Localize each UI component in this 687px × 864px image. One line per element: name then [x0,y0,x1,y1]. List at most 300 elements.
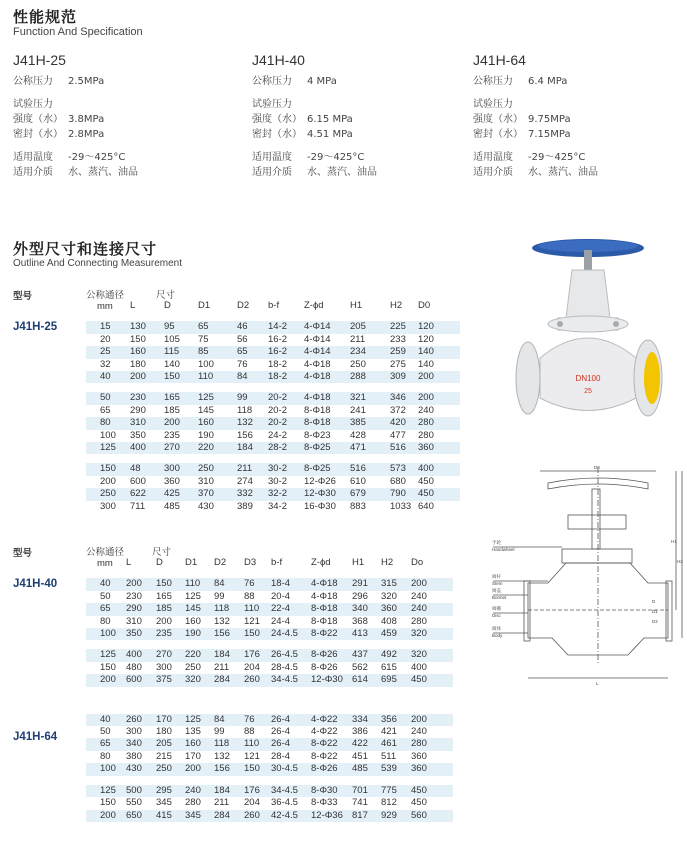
table-cell: 284 [214,810,244,822]
table-cell: 40 [86,578,126,590]
table-cell: 300 [156,661,172,673]
spec-label: 试验压力 [252,99,292,110]
table-cell: 180 [130,358,146,370]
table-cell: 150 [130,333,146,345]
table-cell: 215 [156,750,172,762]
table-cell: 8-Φ25 [304,442,350,454]
table-cell: 240 [411,590,427,602]
table-cell: 701 [352,785,381,797]
table-cell: 929 [381,810,411,822]
table-cell: 320 [411,649,453,661]
table-cell: 125 [185,714,214,726]
table-cell: 650 [126,810,156,822]
table-cell: 125 [86,649,126,661]
dim-label: D [652,599,656,604]
table-cell: 28-4.5 [271,661,298,673]
table-cell: 775 [381,785,411,797]
table-cell: 615 [381,661,397,673]
table-cell: 477 [390,429,406,441]
model-label: J41H-64 [13,731,58,743]
table-row [86,371,460,383]
table-cell: 539 [381,763,411,775]
spec-label: 适用介质 [473,167,513,178]
table-cell: 184 [214,649,244,661]
table-cell: 573 [390,463,418,475]
dim-label: D1 [652,609,658,614]
dim-label: H2 [677,559,683,564]
table-cell: 680 [390,475,406,487]
drawing-label: Stem [492,581,503,586]
table-cell: 121 [244,615,260,627]
table-cell: 110 [244,603,271,615]
table-cell: 259 [390,346,418,358]
model-label: J41H-25 [13,321,58,333]
table-cell: 280 [411,738,453,750]
table-cell: 32-2 [268,488,304,500]
table-cell: 100 [100,429,116,441]
spec-label: 强度（水） [13,114,63,125]
dim-label: H1 [671,539,677,544]
table-cell: 205 [156,738,185,750]
table-row [86,346,460,358]
table-cell: 8-Φ22 [311,628,352,640]
column-header: D3 [244,557,257,568]
spec-value: 6.15 MPa [307,114,353,125]
table-cell: 76 [244,578,271,590]
column-header: D [164,300,171,311]
table-cell: 817 [352,810,381,822]
table-cell: 8-Φ26 [311,763,352,775]
table-cell: 28-2 [268,442,304,454]
table-cell: 225 [390,321,418,333]
table-cell: 600 [130,475,146,487]
table-cell: 12-Φ26 [304,475,336,487]
table-cell: 130 [130,321,164,333]
table-cell: 160 [185,615,201,627]
table-cell: 340 [126,738,156,750]
valve-drawing [488,463,683,708]
column-header: H2 [390,300,403,311]
table-cell: 360 [411,763,453,775]
spec-label: 适用介质 [252,167,292,178]
table-cell: 274 [237,475,253,487]
table-cell: 34-2 [268,500,288,512]
drawing-label: Body [492,633,503,638]
table-cell: 156 [237,429,253,441]
table-cell: 85 [198,346,237,358]
column-header: D0 [418,300,431,311]
table-cell: 100 [86,628,126,640]
table-cell: 16-Φ30 [304,500,336,512]
table-cell: 345 [156,797,172,809]
dim-label: D2 [652,619,658,624]
table-cell: 200 [156,615,172,627]
table-cell: 160 [198,417,237,429]
table-cell: 4-Φ18 [304,392,350,404]
table-cell: 360 [164,475,180,487]
table-cell: 492 [381,649,411,661]
table-cell: 16-2 [268,346,304,358]
table-cell: 4-Φ18 [311,578,352,590]
section-subtitle-outline: Outline And Connecting Measurement [13,258,182,269]
table-cell: 120 [418,333,434,345]
table-cell: 204 [244,661,260,673]
table-row [86,488,460,500]
spec-label: 适用介质 [13,167,53,178]
table-cell: 450 [418,488,460,500]
table-cell: 140 [418,358,434,370]
table-cell: 150 [100,661,116,673]
table-cell: 280 [418,417,460,429]
spec-model: J41H-40 [252,52,305,68]
table-cell: 26-4.5 [271,649,311,661]
table-cell: 516 [390,442,418,454]
size-column-header: 尺寸 [152,547,172,558]
table-cell: 389 [237,500,253,512]
table-cell: 80 [100,750,111,762]
table-cell: 34-4.5 [271,785,311,797]
table-cell: 20-2 [268,392,304,404]
table-cell: 32 [100,358,111,370]
table-cell: 275 [390,358,406,370]
table-cell: 290 [130,404,146,416]
table-cell: 334 [352,714,381,726]
table-cell: 110 [198,371,237,383]
table-cell: 485 [352,763,381,775]
spec-label: 强度（水） [252,114,302,125]
table-cell: 121 [244,750,260,762]
table-cell: 18-2 [268,358,288,370]
column-header: D2 [237,300,250,311]
table-cell: 76 [244,714,271,726]
spec-value: 9.75MPa [528,114,571,125]
table-cell: 300 [100,500,116,512]
table-row [86,616,453,628]
table-cell: 315 [381,578,411,590]
spec-label: 适用温度 [13,152,53,163]
table-cell: 385 [350,417,390,429]
table-cell: 65 [198,321,237,333]
table-cell: 50 [86,392,130,404]
table-cell: 511 [381,750,397,762]
table-cell: 18-2 [268,371,304,383]
table-cell: 250 [350,358,366,370]
spec-value: -29～425°C [528,152,586,163]
spec-label: 适用温度 [252,152,292,163]
table-cell: 24-4 [271,615,291,627]
section-title-spec: 性能规范 [13,8,78,26]
table-cell: 235 [164,429,180,441]
table-cell: 4-Φ14 [304,321,350,333]
table-row [86,392,460,404]
table-cell: 4-Φ14 [304,346,350,358]
drawing-label: 阀体 [492,626,501,631]
table-cell: 200 [418,371,460,383]
table-cell: 400 [126,649,156,661]
table-cell: 8-Φ18 [311,603,352,615]
table-cell: 8-Φ33 [311,797,338,809]
table-cell: 372 [390,404,406,416]
table-cell: 250 [86,488,130,500]
table-cell: 46 [237,321,268,333]
table-cell: 310 [198,475,214,487]
table-cell: 8-Φ18 [311,615,338,627]
spec-value: 水、蒸汽、油品 [68,167,138,178]
table-cell: 451 [352,750,368,762]
table-cell: 145 [198,404,214,416]
table-cell: 220 [198,442,237,454]
spec-value: 水、蒸汽、油品 [307,167,377,178]
table-cell: 190 [198,429,214,441]
table-cell: 40 [86,714,126,726]
table-cell: 450 [411,674,453,686]
table-row [86,476,460,488]
table-cell: 550 [126,797,142,809]
table-cell: 345 [185,810,214,822]
spec-label: 密封（水） [13,129,63,140]
table-cell: 30-4.5 [271,763,311,775]
table-cell: 679 [350,488,390,500]
table-cell: 270 [164,442,198,454]
table-row [86,662,453,674]
table-cell: 200 [86,810,126,822]
table-cell: 320 [185,674,214,686]
table-cell: 260 [244,810,271,822]
table-cell: 288 [350,371,390,383]
table-cell: 20-2 [268,404,288,416]
dimension-table-25 [86,300,460,513]
body-marking: 25 [584,388,592,395]
drawing-label: 阀瓣 [492,606,501,611]
table-cell: 235 [156,628,185,640]
column-header: Z-ϕd [311,557,331,568]
table-cell: 233 [390,333,406,345]
table-row [86,501,460,513]
table-cell: 176 [244,785,271,797]
drawing-label: Bonnet [492,595,507,600]
table-cell: 220 [185,649,214,661]
table-row [86,674,453,686]
table-cell: 8-Φ26 [311,661,338,673]
table-row [86,751,453,763]
table-cell: 240 [185,785,214,797]
table-cell: 310 [130,417,164,429]
table-cell: 421 [381,726,397,738]
spec-label: 密封（水） [473,129,523,140]
table-row [86,417,460,429]
table-cell: 284 [214,674,244,686]
table-cell: 8-Φ18 [304,404,331,416]
table-cell: 65 [86,738,126,750]
spec-label: 公称压力 [252,76,292,87]
table-cell: 16-2 [268,333,288,345]
table-cell: 135 [185,726,201,738]
table-cell: 614 [352,674,381,686]
column-header: D2 [214,557,227,568]
table-cell: 300 [126,726,142,738]
table-cell: 321 [350,392,390,404]
model-column-header: 型号 [13,291,33,302]
table-cell: 370 [198,488,237,500]
table-cell: 18-4 [271,578,311,590]
table-row [86,726,453,738]
table-cell: 22-4 [271,603,311,615]
table-cell: 76 [237,358,248,370]
table-cell: 8-Φ26 [311,649,352,661]
table-cell: 240 [411,726,427,738]
table-cell: 883 [350,500,366,512]
table-cell: 40 [86,371,130,383]
table-cell: 88 [244,726,255,738]
table-row [86,603,453,615]
spec-label: 公称压力 [13,76,53,87]
table-row [86,785,453,797]
table-cell: 450 [411,797,427,809]
table-cell: 480 [126,661,142,673]
table-cell: 140 [418,346,460,358]
table-cell: 140 [164,358,180,370]
table-cell: 184 [237,442,268,454]
table-cell: 160 [185,738,214,750]
table-cell: 180 [156,726,172,738]
table-cell: 711 [130,500,146,512]
table-cell: 110 [244,738,271,750]
table-cell: 290 [126,603,156,615]
table-cell: 211 [214,797,230,809]
table-cell: 296 [352,590,368,602]
table-cell: 8-Φ30 [311,785,352,797]
table-cell: 422 [352,738,381,750]
table-cell: 200 [418,392,460,404]
table-cell: 270 [156,649,185,661]
table-cell: 350 [130,429,146,441]
table-cell: 20-2 [268,417,304,429]
column-header: Do [411,557,424,568]
table-cell: 165 [156,590,172,602]
table-cell: 34-4.5 [271,674,311,686]
drawing-label: 阀杆 [492,574,501,579]
dn-unit: mm [97,301,113,312]
table-cell: 150 [244,628,271,640]
table-cell: 26-4 [271,738,311,750]
table-cell: 48 [130,463,164,475]
spec-value: 2.5MPa [68,76,105,87]
table-cell: 430 [198,500,214,512]
table-cell: 65 [100,404,111,416]
table-cell: 4-Φ18 [311,590,338,602]
drawing-label: Disc [492,613,501,618]
table-cell: 118 [237,404,253,416]
spec-block-40 [252,52,452,180]
valve-photo [500,238,680,438]
table-cell: 150 [100,797,116,809]
dn-unit: mm [97,558,113,569]
table-row [86,334,460,346]
table-cell: 99 [237,392,268,404]
table-cell: 360 [411,750,427,762]
table-row [86,463,460,475]
table-cell: 84 [237,371,268,383]
spec-label: 适用温度 [473,152,513,163]
table-cell: 240 [411,603,453,615]
table-cell: 12-Φ30 [311,674,352,686]
table-cell: 30-2 [268,463,304,475]
table-cell: 50 [100,726,111,738]
table-row [86,628,453,640]
table-cell: 211 [214,661,230,673]
table-cell: 425 [164,488,198,500]
table-cell: 100 [198,358,214,370]
column-header: H1 [352,557,365,568]
table-cell: 150 [86,463,130,475]
spec-value: -29～425°C [68,152,126,163]
table-cell: 200 [100,475,116,487]
table-cell: 295 [156,785,185,797]
table-cell: 415 [156,810,185,822]
table-cell: 461 [381,738,411,750]
drawing-label: 手轮 [492,540,501,545]
table-cell: 516 [350,463,390,475]
table-row [86,321,460,333]
table-cell: 380 [126,750,142,762]
table-cell: 170 [185,750,201,762]
dn-column-header: 公称通径 [86,547,125,558]
table-cell: 12-Φ30 [304,488,350,500]
table-cell: 115 [164,346,198,358]
spec-label: 试验压力 [473,99,513,110]
table-cell: 4-Φ22 [311,726,338,738]
spec-label: 密封（水） [252,129,302,140]
spec-value: 4 MPa [307,76,337,87]
drawing-label: Handwheel [492,547,515,552]
table-cell: 741 [352,797,368,809]
table-cell: 291 [352,578,381,590]
table-cell: 428 [350,429,366,441]
table-cell: 790 [390,488,418,500]
table-cell: 80 [100,615,111,627]
table-cell: 8-Φ22 [311,750,338,762]
table-cell: 105 [164,333,180,345]
table-cell: 280 [418,429,434,441]
spec-value: 6.4 MPa [528,76,568,87]
table-row [86,591,453,603]
table-row [86,359,460,371]
column-header: b-f [268,300,280,311]
body-marking: DN100 [575,374,601,383]
table-cell: 165 [164,392,198,404]
table-cell: 4-Φ18 [304,358,331,370]
column-header: L [126,557,132,568]
table-cell: 156 [214,628,244,640]
table-cell: 437 [352,649,381,661]
table-row [86,763,453,775]
table-row [86,442,460,454]
table-cell: 400 [411,661,427,673]
table-cell: 15 [86,321,130,333]
spec-value: -29～425°C [307,152,365,163]
table-row [86,714,453,726]
table-cell: 610 [350,475,366,487]
table-cell: 400 [418,463,460,475]
section-subtitle-spec: Function And Specification [13,26,143,38]
spec-block-64 [473,52,673,180]
table-cell: 420 [390,417,418,429]
size-column-header: 尺寸 [156,290,176,301]
table-cell: 190 [185,628,214,640]
table-cell: 200 [86,674,126,686]
spec-block-25 [13,52,213,180]
table-cell: 4-Φ14 [304,333,331,345]
